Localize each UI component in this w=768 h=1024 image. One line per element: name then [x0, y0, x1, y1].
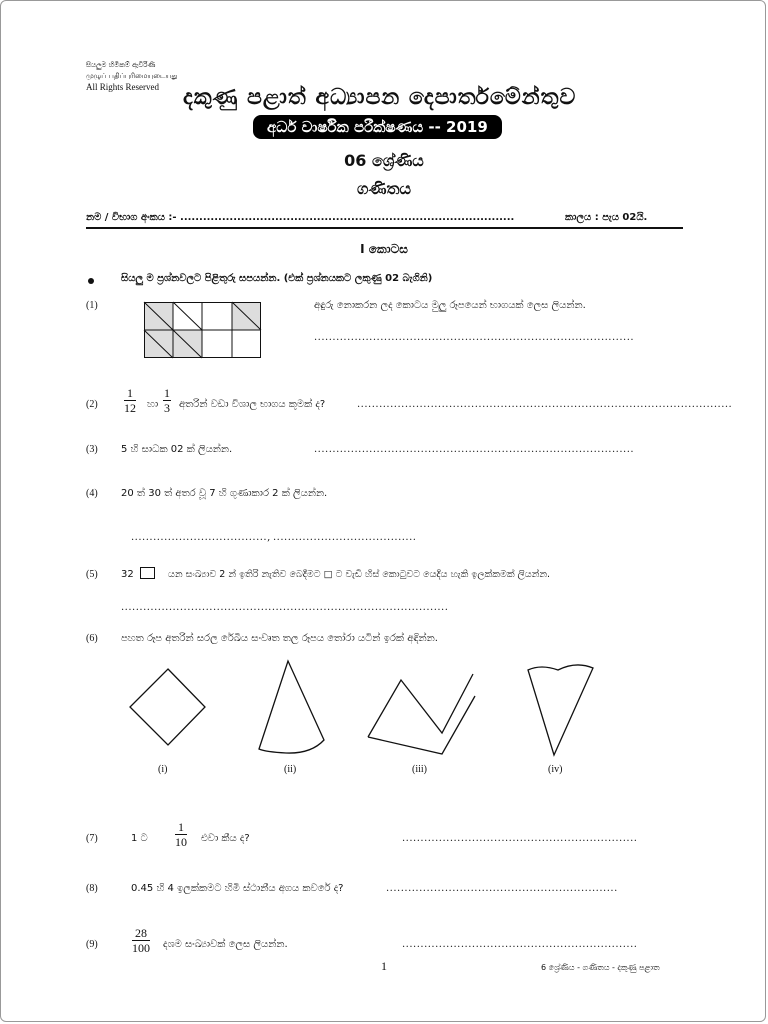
- q2-fraction-2-numerator: 1: [164, 386, 170, 400]
- q9-fraction-numerator: 28: [132, 926, 150, 941]
- subject-title: ගණිතය: [357, 179, 411, 198]
- q3-answer-line[interactable]: .......................................................................................: [314, 444, 635, 455]
- q5-text: යන සංඛ්‍යාව 2 න් ඉතිරි නැතිව බෙදීමට □ ට වැඩි හිස් කොටුවට යෙදිය හැකි ඉලක්කමක් ලියන්න.: [168, 569, 551, 580]
- q1-grid-figure: [144, 302, 261, 358]
- q8-answer-line[interactable]: ...............................................................: [386, 883, 618, 894]
- q6-text: පහත රූප අතරින් සරල රේඛීය සංවෘත තල රූපය තෝරා යටින් ඉරක් අඳින්න.: [121, 633, 438, 644]
- q5-answer-line[interactable]: .........................................................................................: [121, 602, 449, 613]
- instruction: සියලු ම ප්‍රශ්නවලට පිළිතුරු සපයන්න. (එක් ප්‍රශ්නයකට ලකුණු 02 බැගිනි): [121, 273, 433, 284]
- page-number: 1: [381, 959, 387, 973]
- q8-number: (8): [86, 883, 98, 894]
- q6-shapes-figure: [121, 656, 611, 766]
- part-title: I කොටස: [360, 242, 408, 256]
- copyright-sinhala: සියලුම හිමිකම් ඇවිරිණි: [86, 61, 156, 69]
- name-index-field: නම / විභාග අංකය :- ........................................................................................: [86, 212, 515, 223]
- header-rule: [86, 227, 683, 229]
- time-label: කාලය : පැය 02යි.: [565, 212, 648, 223]
- q2-fraction-2-denominator: 3: [164, 401, 170, 415]
- q7-fraction-numerator: 1: [175, 820, 187, 835]
- bullet-icon: [88, 278, 94, 284]
- q6-label-iii: (iii): [412, 764, 427, 775]
- q7-answer-line[interactable]: ................................................................: [402, 833, 638, 844]
- q6-label-i: (i): [158, 764, 168, 775]
- q9-text: දශම සංඛ්‍යාවක් ලෙස ලියන්න.: [163, 939, 288, 950]
- q3-text: 5 හි සාධක 02 ක් ලියන්න.: [121, 444, 233, 455]
- grade-title: 06 ශ්‍රේණිය: [344, 151, 424, 170]
- q4-text: 20 ත් 30 ත් අතර වූ 7 හි ගුණාකාර 2 ක් ලියන්න.: [121, 488, 328, 499]
- footer-label: 6 ශ්‍රේණිය - ගණිතය - දකුණු පළාත: [541, 963, 660, 972]
- q7-text: එවා කීය ද?: [201, 833, 250, 844]
- q5-blank-box: [140, 567, 155, 579]
- q7-prefix: 1 ට: [131, 833, 148, 844]
- q1-answer-line[interactable]: .......................................................................................: [314, 332, 635, 343]
- q2-fraction-1-denominator: 12: [124, 401, 136, 415]
- q7-fraction-denominator: 10: [175, 835, 187, 849]
- shape-i-square: [130, 669, 205, 745]
- q2-fraction-2: [163, 386, 171, 415]
- shape-ii-cone: [259, 661, 324, 753]
- exam-title-badge: අර්ධ වාර්ෂික පරීක්ෂණය -- 2019: [253, 115, 502, 139]
- q9-fraction-denominator: 100: [132, 941, 150, 955]
- q4-answer-line-1[interactable]: .....................................,: [131, 532, 271, 543]
- q1-number: (1): [86, 300, 98, 311]
- q5-prefix: 32: [121, 569, 134, 580]
- q9-answer-line[interactable]: ................................................................: [402, 939, 638, 950]
- q9-number: (9): [86, 939, 98, 950]
- q5-number: (5): [86, 569, 98, 580]
- q2-fraction-1: [124, 386, 136, 415]
- q9-fraction: [132, 926, 150, 955]
- copyright-english: All Rights Reserved: [86, 82, 159, 92]
- q2-number: (2): [86, 399, 98, 410]
- q3-number: (3): [86, 444, 98, 455]
- q4-answer-line-2[interactable]: .......................................: [273, 532, 417, 543]
- q6-number: (6): [86, 633, 98, 644]
- q4-number: (4): [86, 488, 98, 499]
- q8-text: 0.45 හි 4 ඉලක්කමට හිමි ස්ථානීය අගය කවරේ ද?: [131, 883, 344, 894]
- copyright-tamil: முழுப் பதிப்புரிமையுடையது: [86, 72, 178, 80]
- q1-text: අඳුරු නොකරන ලද කොටය මුලු රූපයෙන් භාගයක් ලෙස ලියන්න.: [314, 300, 586, 311]
- q2-answer-line[interactable]: ......................................................................................................: [357, 399, 733, 410]
- shape-iii-open-figure: [368, 674, 475, 754]
- q6-label-iv: (iv): [548, 764, 563, 775]
- department-title: දකුණු පළාත් අධ්‍යාපන දෙපාර්තමේන්තුව: [183, 85, 577, 110]
- q7-fraction: [175, 820, 187, 849]
- q7-number: (7): [86, 833, 98, 844]
- q2-join-word: හා: [147, 399, 159, 410]
- shape-iv-heart: [528, 665, 593, 755]
- q6-label-ii: (ii): [284, 764, 297, 775]
- q2-fraction-1-numerator: 1: [124, 386, 136, 401]
- q2-text: අතරින් වඩා විශාල භාගය කුමක් ද?: [179, 399, 326, 410]
